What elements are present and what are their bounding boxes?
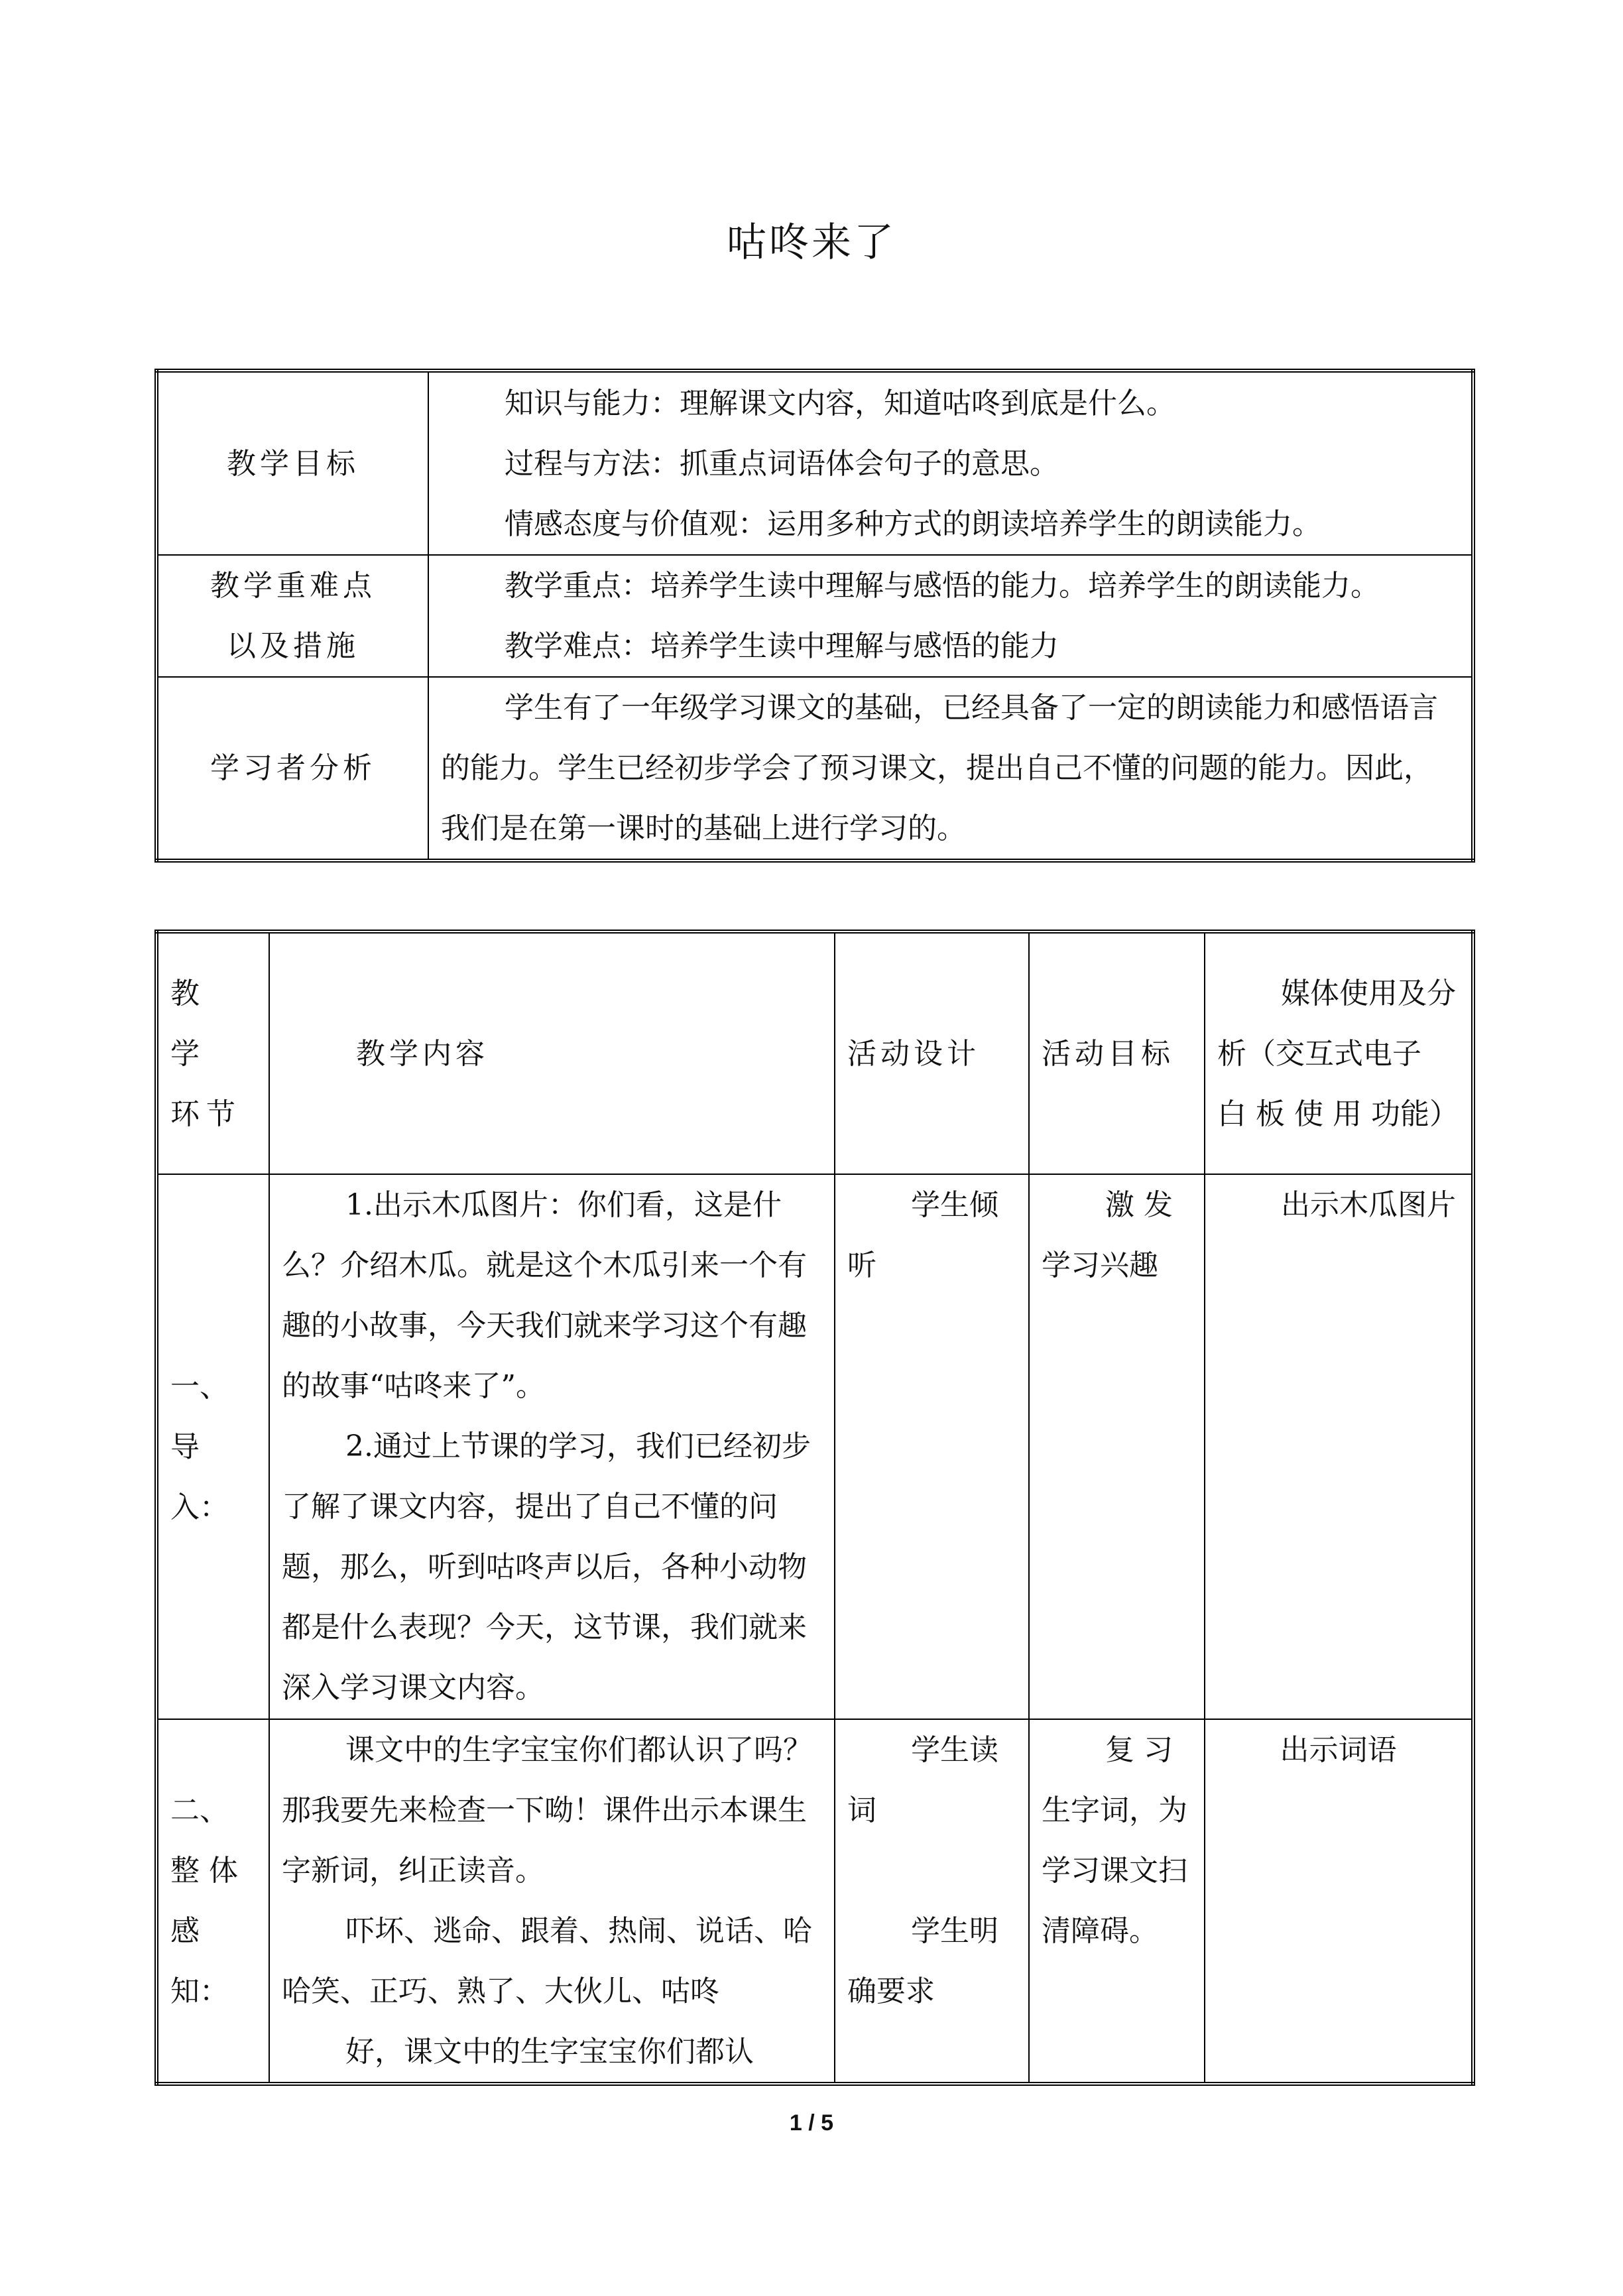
goals-label: 教学目标: [156, 371, 428, 555]
goal-line: 过程与方法：抓重点词语体会句子的意思。: [505, 446, 1059, 481]
learner-label: 学习者分析: [156, 677, 428, 861]
row-activity: 学生倾听: [835, 1174, 1029, 1719]
page-number: 1 / 5: [789, 2110, 834, 2136]
goal-line: 情感态度与价值观：运用多种方式的朗读培养学生的朗读能力。: [505, 507, 1321, 541]
key-points-row: [156, 555, 1473, 677]
learner-text: 学生有了一年级学习课文的基础，已经具备了一定的朗读能力和感悟语言的能力。学生已经初步学会了预习课文，提出自己不懂的问题的能力。因此，我们是在第一课时的基础上进行学习的。: [441, 691, 1438, 845]
key-points-cell: [428, 555, 1473, 677]
row-activity: 学生读词 学生明确要求: [835, 1719, 1029, 2084]
key-line: 教学重点：培养学生读中理解与感悟的能力。培养学生的朗读能力。: [505, 569, 1380, 603]
row-goal: 激 发学习兴趣: [1029, 1174, 1205, 1719]
row-goal: 复 习生字词，为学习课文扫清障碍。: [1029, 1719, 1205, 2084]
row-section: 一、导入：: [156, 1174, 269, 1719]
row-section: 二、整 体 感 知：: [156, 1719, 269, 2084]
content-paragraph: 课文中的生字宝宝你们都认识了吗？那我要先来检查一下呦！课件出示本课生字新词，纠正读音。: [282, 1733, 812, 1888]
goal-line: 知识与能力：理解课文内容，知道咕咚到底是什么。: [505, 386, 1175, 420]
header-content: 教学内容: [269, 932, 835, 1174]
goals-cell: [428, 371, 1473, 555]
header-activity: 活动设计: [835, 932, 1029, 1174]
content-paragraph: 1.出示木瓜图片：你们看，这是什么？介绍木瓜。就是这个木瓜引来一个有趣的小故事，今天我们就来学习这个有趣的故事“咕咚来了”。: [282, 1188, 807, 1403]
header-row: [156, 932, 1473, 1174]
key-line: 教学难点：培养学生读中理解与感悟的能力: [505, 629, 1059, 663]
row-media: 出示木瓜图片: [1205, 1174, 1473, 1719]
header-media: 媒体使用及分析（交互式电子 白 板 使 用 功能）: [1205, 932, 1473, 1174]
row-content: [269, 1174, 835, 1719]
header-section: 教 学 环节: [156, 932, 269, 1174]
content-paragraph: 2.通过上节课的学习，我们已经初步了解了课文内容，提出了自己不懂的问题，那么，听到咕咚声以后，各种小动物都是什么表现？今天，这节课，我们就来深入学习课文内容。: [282, 1429, 811, 1705]
table-row: [156, 1719, 1473, 2084]
goals-row: [156, 371, 1473, 555]
header-goal: 活动目标: [1029, 932, 1205, 1174]
row-content: [269, 1719, 835, 2084]
lesson-plan-table: [154, 930, 1475, 2086]
page-title: 咕咚来了: [727, 219, 896, 266]
objectives-table: [154, 369, 1475, 863]
learner-cell: [428, 677, 1473, 861]
row-media: 出示词语: [1205, 1719, 1473, 2084]
key-points-label: 教学重难点 以及措施: [156, 555, 428, 677]
table-row: [156, 1174, 1473, 1719]
content-paragraph: 好，课文中的生字宝宝你们都认: [345, 2035, 754, 2069]
learner-row: [156, 677, 1473, 861]
content-paragraph: 吓坏、逃命、跟着、热闹、说话、哈哈笑、正巧、熟了、大伙儿、咕咚: [282, 1914, 812, 2008]
